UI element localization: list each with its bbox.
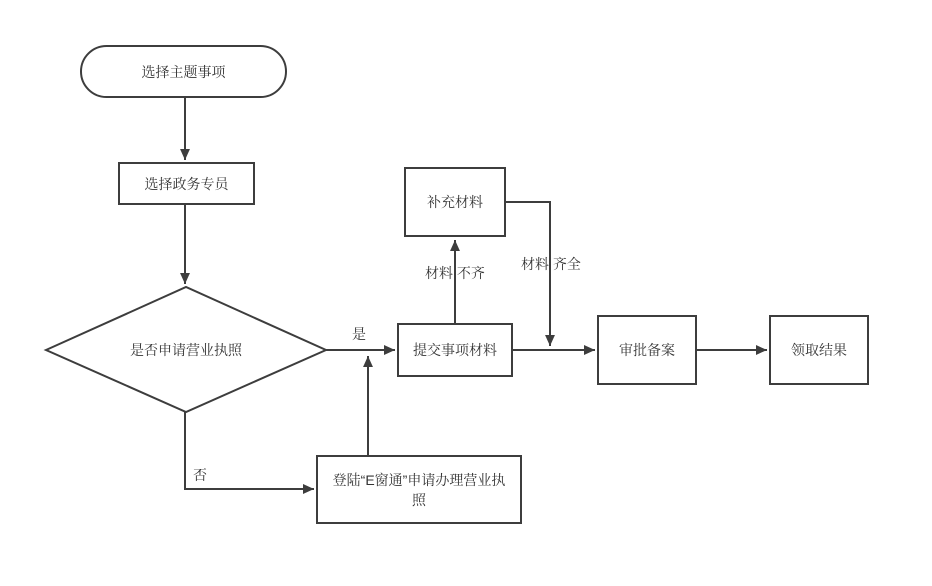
flow-node-receive-result xyxy=(769,315,869,385)
edge-label-yes: 是 xyxy=(352,326,366,342)
flow-node-supplement-materials-label: 补充材料 xyxy=(427,194,483,210)
flow-node-receive-result-label: 领取结果 xyxy=(791,342,847,358)
flow-node-approval-filing xyxy=(597,315,697,385)
flow-node-approval-filing-label: 审批备案 xyxy=(619,342,675,358)
edge-label-materials-complete: 材料 齐全 xyxy=(521,256,581,272)
flow-node-ewindow-apply-label: 登陆“E窗通”申请办理营业执照 xyxy=(332,471,506,508)
flow-node-select-specialist xyxy=(118,162,255,205)
edge-label-materials-incomplete: 材料 不齐 xyxy=(425,265,485,281)
flow-node-select-specialist-label: 选择政务专员 xyxy=(144,175,229,192)
flow-node-start-label: 选择主题事项 xyxy=(141,63,226,80)
flow-node-ewindow-apply xyxy=(316,455,522,524)
flow-node-decision-license xyxy=(46,287,326,412)
flow-node-submit-materials xyxy=(397,323,513,377)
flow-node-submit-materials-label: 提交事项材料 xyxy=(413,342,497,358)
flow-node-decision-license-label: 是否申请营业执照 xyxy=(130,341,242,358)
flow-node-start xyxy=(80,45,287,98)
flow-node-supplement-materials xyxy=(404,167,506,237)
edge-label-no: 否 xyxy=(193,467,207,483)
